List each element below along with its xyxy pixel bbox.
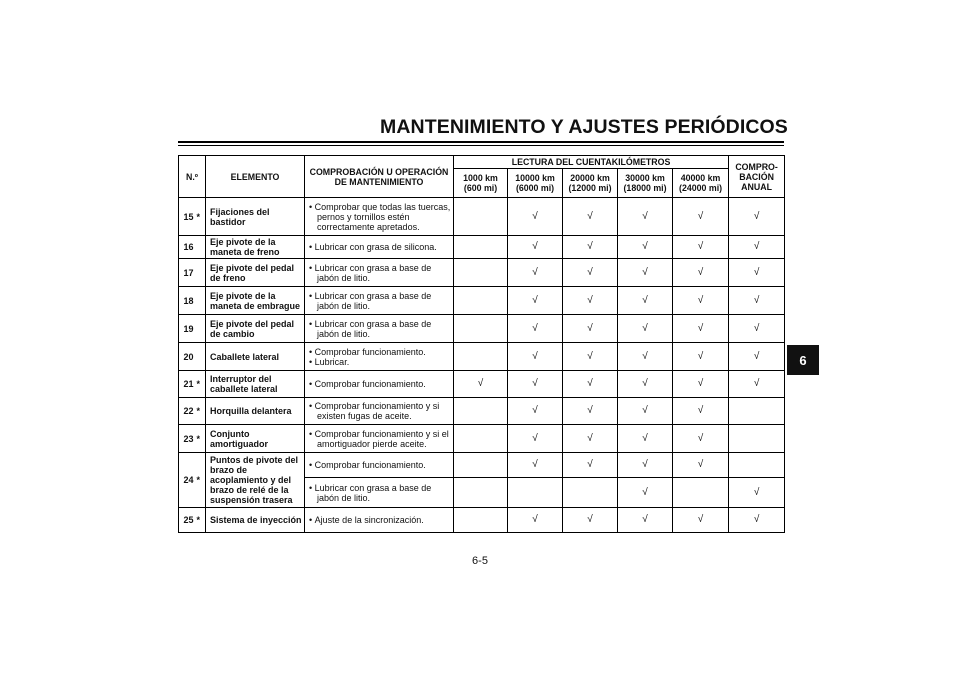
asterisk-mark: * [197, 453, 206, 508]
empty-cell [454, 259, 508, 287]
asterisk-mark: * [197, 398, 206, 425]
empty-cell [454, 236, 508, 259]
empty-cell [729, 398, 785, 425]
asterisk-mark [197, 343, 206, 371]
operation-text: • Comprobar funcionamiento. [309, 347, 453, 357]
check-mark: √ [563, 453, 618, 478]
check-mark: √ [618, 236, 673, 259]
table-row [179, 425, 785, 453]
empty-cell [454, 198, 508, 236]
empty-cell [673, 478, 729, 508]
check-mark: √ [729, 371, 785, 398]
operation-text: • Comprobar funcionamiento y si existen fugas de aceite. [309, 401, 453, 421]
check-mark: √ [729, 236, 785, 259]
row-number: 25 [179, 508, 197, 533]
check-mark: √ [673, 259, 729, 287]
asterisk-mark [197, 287, 206, 315]
check-mark: √ [563, 371, 618, 398]
operation-text: • Lubricar. [309, 357, 453, 367]
table-row [179, 371, 785, 398]
header-interval-4 [673, 169, 729, 198]
title-rule [178, 141, 784, 143]
header-operation: COMPROBACIÓN U OPERACIÓN DE MANTENIMIENTO [305, 156, 454, 198]
row-element: Fijaciones del bastidor [206, 198, 305, 236]
check-mark: √ [508, 198, 563, 236]
row-number: 22 [179, 398, 197, 425]
check-mark: √ [508, 315, 563, 343]
header-interval-1 [508, 169, 563, 198]
check-mark: √ [508, 425, 563, 453]
check-mark: √ [729, 343, 785, 371]
table-row [179, 453, 785, 478]
row-operation [305, 508, 454, 533]
check-mark: √ [673, 198, 729, 236]
asterisk-mark: * [197, 425, 206, 453]
row-number: 23 [179, 425, 197, 453]
check-mark: √ [508, 236, 563, 259]
operation-text: • Comprobar funcionamiento. [309, 460, 453, 470]
interval-mi: (6000 mi) [515, 183, 555, 193]
check-mark: √ [508, 287, 563, 315]
row-number: 24 [179, 453, 197, 508]
check-mark: √ [563, 398, 618, 425]
row-number: 21 [179, 371, 197, 398]
row-number: 15 [179, 198, 197, 236]
asterisk-mark: * [197, 508, 206, 533]
interval-mi: (600 mi) [463, 183, 498, 193]
table-body [179, 198, 785, 533]
check-mark: √ [508, 508, 563, 533]
interval-km: 30000 km [625, 173, 665, 183]
table-row [179, 315, 785, 343]
check-mark: √ [729, 508, 785, 533]
check-mark: √ [618, 425, 673, 453]
check-mark: √ [729, 315, 785, 343]
check-mark: √ [618, 453, 673, 478]
empty-cell [454, 425, 508, 453]
table-row [179, 198, 785, 236]
check-mark: √ [673, 315, 729, 343]
check-mark: √ [729, 259, 785, 287]
asterisk-mark: * [197, 198, 206, 236]
empty-cell [454, 398, 508, 425]
check-mark: √ [618, 198, 673, 236]
row-element: Eje pivote de la maneta de freno [206, 236, 305, 259]
check-mark: √ [729, 198, 785, 236]
row-operation [305, 343, 454, 371]
check-mark: √ [618, 343, 673, 371]
check-mark: √ [729, 478, 785, 508]
empty-cell [729, 453, 785, 478]
operation-text: • Comprobar funcionamiento y si el amortiguador pierde aceite. [309, 429, 453, 449]
empty-cell [454, 287, 508, 315]
check-mark: √ [673, 508, 729, 533]
page-number: 6-5 [472, 555, 488, 567]
row-operation [305, 259, 454, 287]
interval-km: 10000 km [515, 173, 555, 183]
check-mark: √ [563, 259, 618, 287]
row-operation [305, 398, 454, 425]
row-element: Eje pivote del pedal de cambio [206, 315, 305, 343]
row-number: 18 [179, 287, 197, 315]
empty-cell [454, 508, 508, 533]
operation-text: • Comprobar funcionamiento. [309, 379, 453, 389]
check-mark: √ [563, 198, 618, 236]
interval-mi: (12000 mi) [568, 183, 612, 193]
check-mark: √ [673, 398, 729, 425]
check-mark: √ [563, 425, 618, 453]
row-operation [305, 315, 454, 343]
empty-cell [563, 478, 618, 508]
check-mark: √ [563, 287, 618, 315]
check-mark: √ [729, 287, 785, 315]
check-mark: √ [454, 371, 508, 398]
row-operation [305, 371, 454, 398]
operation-text: • Lubricar con grasa de silicona. [309, 242, 453, 252]
section-tab[interactable]: 6 [787, 345, 819, 375]
asterisk-mark [197, 315, 206, 343]
check-mark: √ [563, 236, 618, 259]
operation-text: • Lubricar con grasa a base de jabón de litio. [309, 319, 453, 339]
check-mark: √ [508, 343, 563, 371]
check-mark: √ [563, 343, 618, 371]
asterisk-mark [197, 236, 206, 259]
check-mark: √ [618, 315, 673, 343]
check-mark: √ [618, 508, 673, 533]
interval-km: 1000 km [463, 173, 498, 183]
title-rule-thin [178, 145, 784, 146]
interval-km: 40000 km [680, 173, 721, 183]
check-mark: √ [673, 453, 729, 478]
row-element: Sistema de inyección [206, 508, 305, 533]
operation-text: • Lubricar con grasa a base de jabón de litio. [309, 291, 453, 311]
header-interval-3 [618, 169, 673, 198]
operation-text: • Comprobar que todas las tuercas, pernos y tornillos estén correctamente apretados. [309, 202, 453, 232]
check-mark: √ [673, 287, 729, 315]
row-element: Eje pivote del pedal de freno [206, 259, 305, 287]
empty-cell [454, 478, 508, 508]
row-operation [305, 425, 454, 453]
row-number: 17 [179, 259, 197, 287]
row-element: Eje pivote de la maneta de embrague [206, 287, 305, 315]
row-operation [305, 236, 454, 259]
table-row [179, 259, 785, 287]
row-number: 20 [179, 343, 197, 371]
header-num: N.º [179, 156, 206, 198]
check-mark: √ [563, 315, 618, 343]
empty-cell [729, 425, 785, 453]
check-mark: √ [508, 398, 563, 425]
row-element: Horquilla delantera [206, 398, 305, 425]
asterisk-mark: * [197, 371, 206, 398]
row-element: Caballete lateral [206, 343, 305, 371]
check-mark: √ [673, 236, 729, 259]
row-number: 19 [179, 315, 197, 343]
check-mark: √ [618, 398, 673, 425]
operation-text: • Lubricar con grasa a base de jabón de litio. [309, 483, 453, 503]
asterisk-mark [197, 259, 206, 287]
check-mark: √ [673, 425, 729, 453]
row-element: Puntos de pivote del brazo de acoplamiento y del brazo de relé de la suspensión trasera [206, 453, 305, 508]
table-row [179, 508, 785, 533]
maintenance-table [178, 155, 785, 533]
check-mark: √ [618, 287, 673, 315]
table-row [179, 343, 785, 371]
check-mark: √ [618, 371, 673, 398]
interval-km: 20000 km [570, 173, 610, 183]
check-mark: √ [673, 343, 729, 371]
empty-cell [454, 315, 508, 343]
header-element: ELEMENTO [206, 156, 305, 198]
operation-text: • Lubricar con grasa a base de jabón de litio. [309, 263, 453, 283]
header-interval-0 [454, 169, 508, 198]
row-operation [305, 198, 454, 236]
header-annual: COMPRO- BACIÓN ANUAL [729, 156, 785, 198]
interval-mi: (18000 mi) [623, 183, 667, 193]
row-element: Conjunto amortiguador [206, 425, 305, 453]
interval-mi: (24000 mi) [679, 183, 723, 193]
header-interval-2 [563, 169, 618, 198]
check-mark: √ [563, 508, 618, 533]
empty-cell [454, 453, 508, 478]
table-row [179, 398, 785, 425]
check-mark: √ [618, 259, 673, 287]
row-operation [305, 478, 454, 508]
row-operation [305, 287, 454, 315]
empty-cell [454, 343, 508, 371]
row-element: Interruptor del caballete lateral [206, 371, 305, 398]
table-row [179, 287, 785, 315]
page-title: MANTENIMIENTO Y AJUSTES PERIÓDICOS [380, 116, 788, 138]
table-row [179, 236, 785, 259]
check-mark: √ [508, 453, 563, 478]
check-mark: √ [618, 478, 673, 508]
empty-cell [508, 478, 563, 508]
check-mark: √ [673, 371, 729, 398]
check-mark: √ [508, 371, 563, 398]
row-number: 16 [179, 236, 197, 259]
header-odometer: LECTURA DEL CUENTAKILÓMETROS [454, 156, 729, 169]
row-operation [305, 453, 454, 478]
operation-text: • Ajuste de la sincronización. [309, 515, 453, 525]
check-mark: √ [508, 259, 563, 287]
